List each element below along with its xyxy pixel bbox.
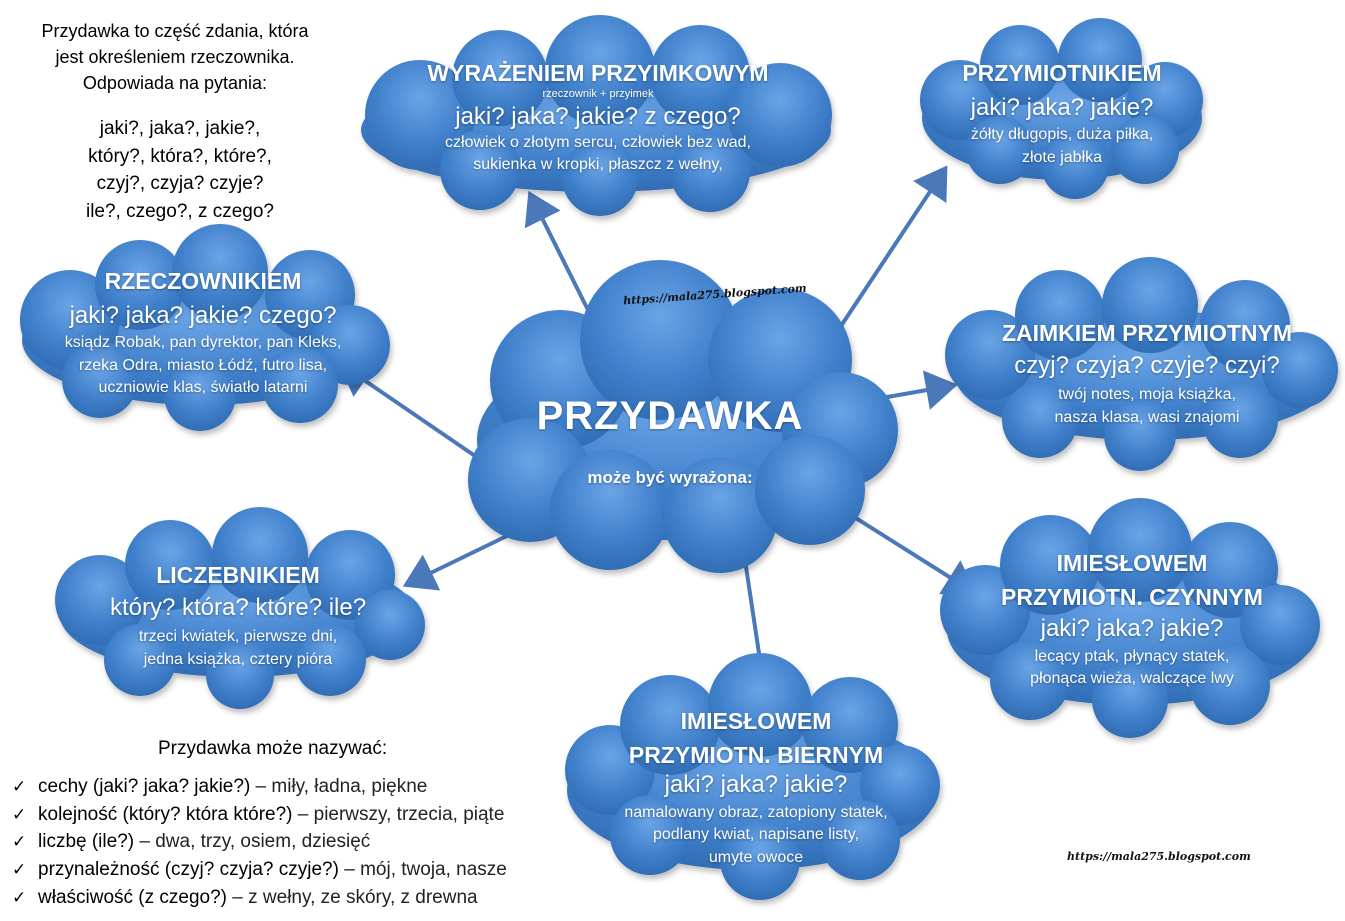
list-item-examples: – pierwszy, trzecia, piąte [292,803,505,825]
cloud-example: uczniowie klas, światło latarni [98,379,308,397]
cloud-title: RZECZOWNIKIEM [104,268,302,294]
intro-text [20,18,330,96]
check-icon: ✓ [12,804,27,824]
cloud-zaimkiem-text [967,320,1327,429]
cloud-biernym-text [586,708,926,869]
list-item-examples: – z wełny, ze skóry, z drewna [227,886,478,908]
cloud-example: żółty długopis, duża piłka, [970,126,1154,144]
cloud-title-line: IMIESŁOWEM [1056,550,1208,576]
arrow-to-przymiotnikiem [835,172,943,335]
intro-questions [60,115,300,225]
cloud-czynnym-text [962,550,1302,691]
list-item-label: przynależność (czyj? czyja? czyje?) [38,859,339,881]
cloud-example: płonąca wieża, walczące lwy [1030,670,1234,688]
cloud-example: namalowany obraz, zatopiony statek, [624,803,888,821]
intro-question: czyj?, czyja? czyje? [96,173,264,195]
check-icon: ✓ [12,860,27,880]
cloud-title: ZAIMKIEM PRZYMIOTNYM [1001,320,1293,346]
cloud-example: podlany kwiat, napisane listy, [652,826,860,844]
list-item [12,828,507,856]
list-item-examples: – mój, twoja, nasze [338,859,507,881]
list-item [12,884,507,912]
cloud-example: ksiądz Robak, pan dyrektor, pan Kleks, [64,334,342,352]
intro-line-1 [20,18,330,44]
cloud-title-line: PRZYMIOTN. CZYNNYM [1001,583,1263,610]
center-title [537,392,804,488]
cloud-question: jaki? jaka? jakie? [1040,615,1224,643]
cloud-title-line: IMIESŁOWEM [680,708,832,734]
cloud-example: trzeci kwiatek, pierwsze dni, [138,628,338,646]
cloud-title: WYRAŻENIEM PRZYIMKOWYM [427,60,769,86]
list-item-label: liczbę (ile?) [38,831,135,853]
cloud-question: jaki? jaka? jakie? czego? [69,301,337,329]
list-item [12,773,507,801]
arrow-to-liczebnikiem [410,532,515,583]
check-icon: ✓ [12,832,27,852]
list-item [12,856,507,884]
cloud-wyrazeniem-text [388,60,808,176]
cloud-question: czyj? czyja? czyje? czyi? [1014,351,1280,379]
cloud-example: twój notes, moja książka, [1058,386,1236,404]
watermark-url-bottom: https://mala275.blogspot.com [1067,850,1251,863]
bottom-title-bold: Przydawka [158,738,251,759]
cloud-liczebnikiem-text [68,562,408,671]
bottom-title-rest: może nazywać: [250,738,388,759]
list-item-examples: – miły, ładna, piękne [250,776,428,797]
center-title-text: PRZYDAWKA [536,394,804,438]
cloud-question: który? która? które? ile? [109,593,367,621]
intro-question: ile?, czego?, z czego? [85,200,274,222]
cloud-przymiotnikiem-text [932,60,1192,169]
check-icon: ✓ [12,887,27,907]
check-icon: ✓ [12,777,27,796]
watermark-url-top: https://mala275.blogspot.com [622,281,807,308]
list-item-label: kolejność (który? która które?) [38,803,293,825]
cloud-example: jedna książka, cztery pióra [143,650,333,668]
list-item-examples: – dwa, trzy, osiem, dziesięć [134,831,371,853]
bottom-title [158,738,387,760]
bottom-list [12,773,507,912]
list-item-label: właściwość (z czego?) [38,886,227,908]
center-subtitle: może być wyrażona: [587,468,753,487]
cloud-example: sukienka w kropki, płaszcz z wełny, [473,155,723,173]
cloud-title: PRZYMIOTNIKIEM [962,60,1162,86]
cloud-question: jaki? jaka? jakie? [664,771,848,799]
intro-line-3: Odpowiada na pytania: [82,73,268,94]
cloud-example: umyte owoce [708,848,804,866]
cloud-subtitle: rzeczownik + przyimek [542,87,654,100]
list-item [12,801,507,829]
cloud-title-line: PRZYMIOTN. BIERNYM [628,741,884,768]
cloud-example: rzeka Odra, miasto Łódź, futro lisa, [78,356,328,374]
intro-line-2: jest określeniem rzeczownika. [55,47,295,68]
cloud-example: nasza klasa, wasi znajomi [1054,408,1240,426]
cloud-rzeczownikiem-text [33,268,373,400]
cloud-example: złote jabłka [1021,148,1103,166]
cloud-example: człowiek o złotym sercu, człowiek bez wad, [445,133,751,151]
cloud-question: jaki? jaka? jakie? [970,93,1154,121]
intro-bold: Przydawka [41,21,130,41]
cloud-question: jaki? jaka? jakie? z czego? [455,102,741,130]
intro-question: jaki?, jaka?, jakie?, [99,118,261,139]
cloud-title: LICZEBNIKIEM [156,562,320,588]
intro-line-1-rest: to część zdania, która [129,21,309,41]
list-item-label: cechy (jaki? jaka? jakie?) [38,776,251,797]
intro-question: który?, która?, które?, [88,145,272,167]
cloud-example: lecący ptak, płynący statek, [1034,647,1230,665]
